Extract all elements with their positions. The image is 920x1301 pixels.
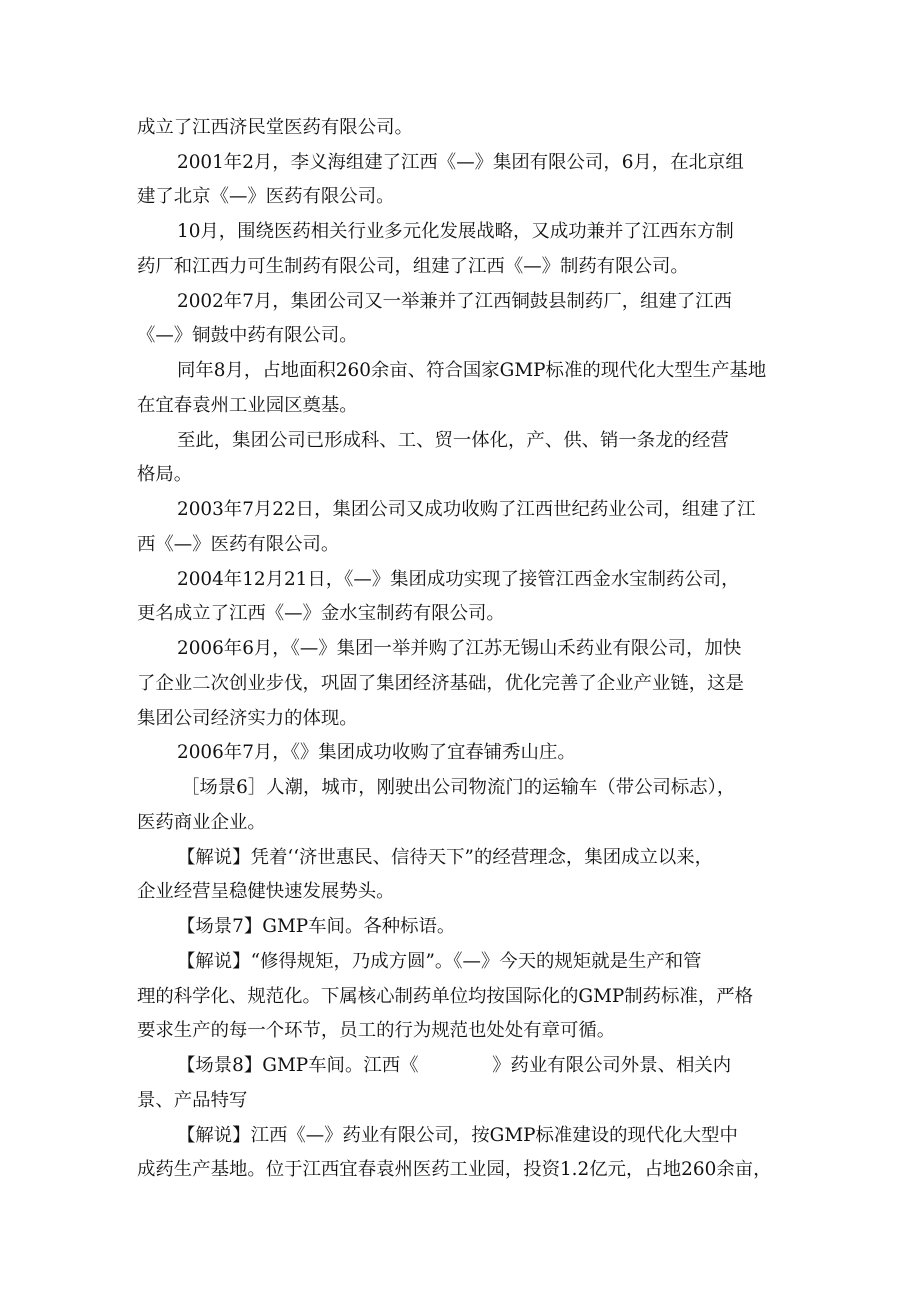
text-line: 集团公司经济实力的体现。 [137, 708, 358, 729]
text-line: 同年8月，占地面积260余亩、符合国家GMP标准的现代化大型生产基地 [177, 360, 767, 381]
text-line: 了企业二次创业步伐，巩固了集团经济基础，优化完善了企业产业链，这是 [137, 673, 744, 694]
text-line: 10月，围绕医药相关行业多元化发展战略，又成功兼并了江西东方制 [177, 221, 734, 242]
text-line: 企业经营呈稳健快速发展势头。 [137, 881, 395, 902]
text-line: 理的科学化、规范化。下属核心制药单位均按国际化的GMP制药标准，严格 [137, 986, 754, 1007]
text-line: 【场景7】GMP车间。各种标语。 [177, 916, 456, 937]
text-line: 成立了江西济民堂医药有限公司。 [137, 117, 413, 138]
text-line: 要求生产的每一个环节，员工的行为规范也处处有章可循。 [137, 1020, 616, 1041]
text-line: 2004年12月21日，《—》集团成功实现了接管江西金水宝制药公司， [177, 569, 740, 590]
text-line: 成药生产基地。位于江西宜春袁州医药工业园，投资1.2亿元，占地260余亩， [137, 1159, 772, 1180]
text-line: 【场景8】GMP车间。江西《 》药业有限公司外景、相关内 [177, 1055, 732, 1076]
text-line: 2006年7月，《》集团成功收购了宜春铺秀山庄。 [177, 742, 576, 763]
text-line: 景、产品特写 [137, 1090, 248, 1111]
text-line: 药厂和江西力可生制药有限公司，组建了江西《—》制药有限公司。 [137, 256, 689, 277]
text-line: 【解说】江西《—》药业有限公司，按GMP标准建设的现代化大型中 [177, 1125, 738, 1146]
text-line: 2002年7月，集团公司又一举兼并了江西铜鼓县制药厂，组建了江西 [177, 291, 733, 312]
text-line: 【解说】“修得规矩，乃成方圆”。《—》今天的规矩就是生产和管 [177, 951, 702, 972]
text-line: 医药商业企业。 [137, 812, 266, 833]
text-line: 格局。 [137, 464, 193, 485]
text-line: 在宜春袁州工业园区奠基。 [137, 395, 358, 416]
text-line: 建了北京《—》医药有限公司。 [137, 186, 395, 207]
text-line: 《—》铜鼓中药有限公司。 [137, 325, 358, 346]
text-line: 2003年7月22日，集团公司又成功收购了江西世纪药业公司，组建了江 [177, 499, 756, 520]
text-line: 至此，集团公司已形成科、工、贸一体化，产、供、销一条龙的经营 [177, 430, 729, 451]
text-line: 更名成立了江西《—》金水宝制药有限公司。 [137, 603, 505, 624]
text-line: 2001年2月，李义海组建了江西《—》集团有限公司，6月，在北京组 [177, 152, 744, 173]
text-line: 2006年6月，《—》集团一举并购了江苏无锡山禾药业有限公司，加快 [177, 638, 742, 659]
text-line: ［场景6］人潮，城市，刚驶出公司物流门的运输车（带公司标志）， [181, 777, 736, 798]
text-line: 西《—》医药有限公司。 [137, 534, 340, 555]
text-line: 【解说】凭着‘‘济世惠民、信待天下”的经营理念，集团成立以来， [177, 847, 714, 868]
